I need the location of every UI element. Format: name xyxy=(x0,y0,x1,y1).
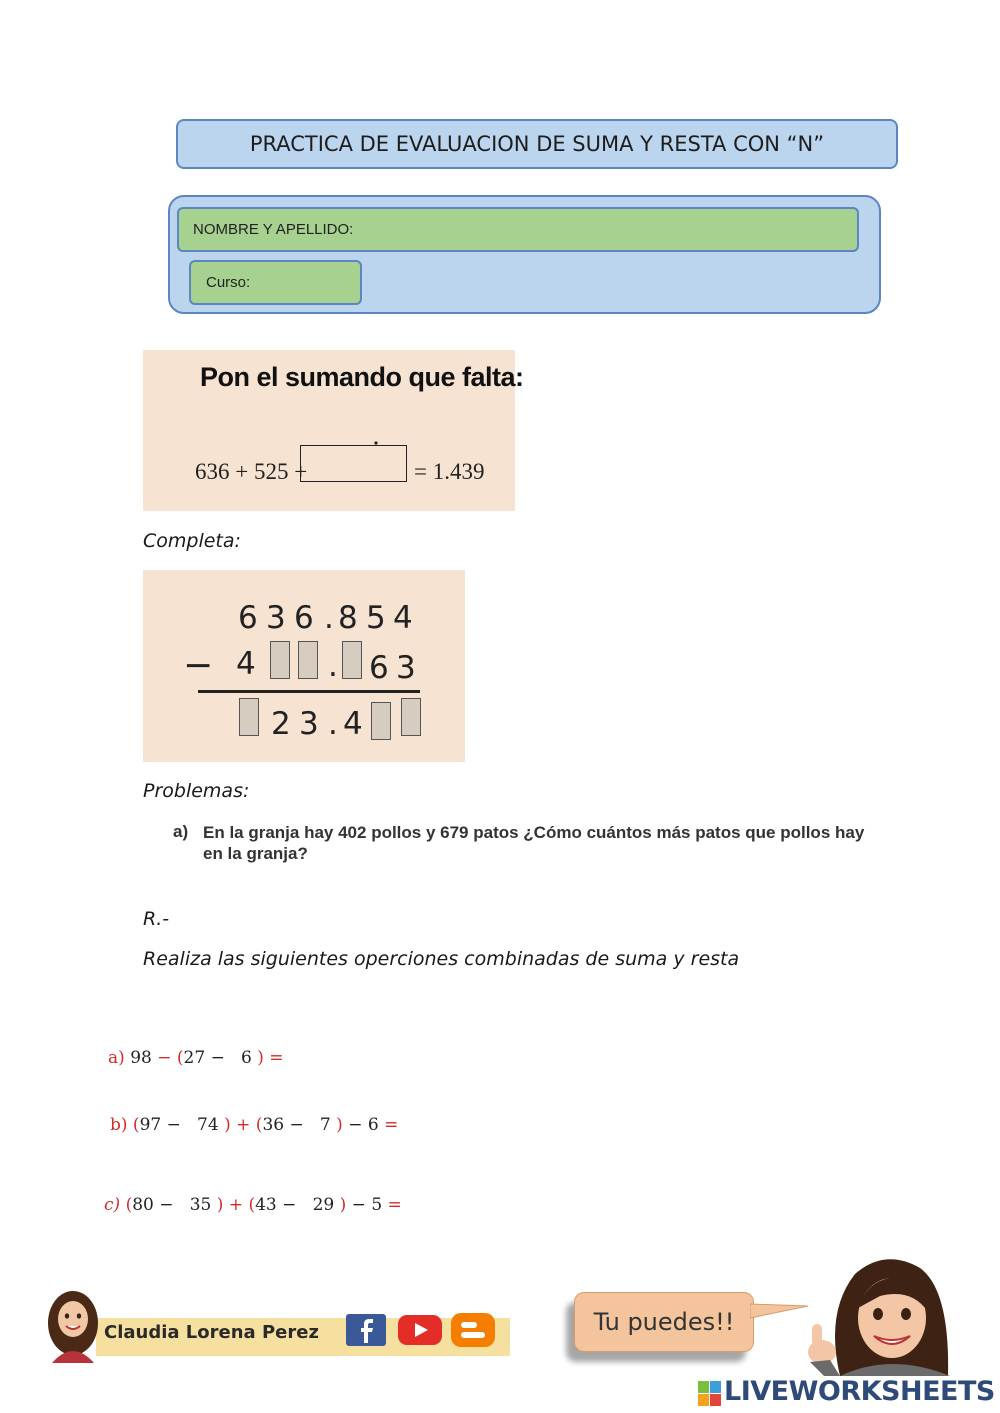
digit-slot[interactable] xyxy=(298,641,318,679)
minus-sign: − xyxy=(183,645,214,686)
complete-label: Completa: xyxy=(143,530,241,552)
digit: 6 xyxy=(238,600,258,636)
course-field[interactable] xyxy=(189,260,362,305)
missing-addend-answer-box[interactable] xyxy=(300,445,407,482)
digit: . xyxy=(324,600,334,636)
digit: . xyxy=(328,648,338,684)
missing-addend-equation-left: 636 + 525 + xyxy=(195,459,308,484)
operation-equals: = xyxy=(382,1195,402,1215)
missing-addend-equation-right: = 1.439 xyxy=(414,459,485,484)
operation-a xyxy=(108,1048,284,1068)
digit: 4 xyxy=(343,706,363,742)
digit: 8 xyxy=(338,600,358,636)
answer-label: R.- xyxy=(143,908,170,930)
course-label: Curso: xyxy=(206,274,251,291)
operation-term: 27 − 6 xyxy=(183,1048,258,1068)
operation-a-letter: a) xyxy=(108,1048,125,1068)
digit-slot[interactable] xyxy=(270,641,290,679)
digit: 6 xyxy=(294,600,314,636)
digit: 4 xyxy=(236,646,256,682)
liveworksheets-brand: LIVEWORKSHEETS xyxy=(724,1376,995,1407)
operation-operator: − xyxy=(346,1195,372,1215)
name-label: NOMBRE Y APELLIDO: xyxy=(193,221,354,238)
problem-a-letter: a) xyxy=(173,822,189,841)
digit-slot[interactable] xyxy=(371,702,391,740)
box-mark xyxy=(372,439,380,447)
operation-term: 98 xyxy=(130,1048,152,1068)
problems-label: Problemas: xyxy=(143,780,250,802)
digit: 3 xyxy=(299,706,319,742)
operation-term: 6 xyxy=(367,1115,379,1135)
operation-paren: ) xyxy=(336,1115,343,1135)
digit: 3 xyxy=(396,650,416,686)
operation-term: 5 xyxy=(371,1195,383,1215)
operation-paren: ( xyxy=(132,1115,140,1135)
author-name: Claudia Lorena Perez xyxy=(104,1322,319,1343)
blogger-icon[interactable] xyxy=(449,1311,497,1349)
operation-b xyxy=(110,1115,398,1135)
avatar-icon xyxy=(40,1287,106,1363)
operation-paren: ( xyxy=(255,1115,263,1135)
operation-term: 36 − 7 xyxy=(262,1115,337,1135)
operation-paren: ) xyxy=(216,1195,224,1215)
operation-operator: − xyxy=(342,1115,368,1135)
operation-term: 43 − 29 xyxy=(255,1195,340,1215)
operation-paren: ) xyxy=(224,1115,231,1135)
operation-b-letter: b) xyxy=(110,1115,128,1135)
operation-paren: ( xyxy=(125,1195,133,1215)
operation-paren: ( xyxy=(248,1195,256,1215)
name-field[interactable] xyxy=(177,207,859,252)
digit: 3 xyxy=(266,600,286,636)
operation-term: 80 − 35 xyxy=(132,1195,217,1215)
operation-paren: ( xyxy=(176,1048,184,1068)
digit-slot[interactable] xyxy=(342,641,362,679)
encouragement-bubble: Tu puedes!! xyxy=(574,1292,754,1352)
operation-operator: + xyxy=(223,1195,249,1215)
digit-slot[interactable] xyxy=(239,698,259,736)
worksheet-title: PRACTICA DE EVALUACION DE SUMA Y RESTA CON “N” xyxy=(176,119,898,169)
operation-equals: = xyxy=(263,1048,284,1068)
operation-operator: − xyxy=(151,1048,177,1068)
operation-equals: = xyxy=(378,1115,399,1135)
operation-c xyxy=(104,1195,402,1215)
digit: 6 xyxy=(369,650,389,686)
operation-operator: + xyxy=(230,1115,256,1135)
combined-operations-instruction: Realiza las siguientes operciones combinadas de suma y resta xyxy=(143,948,740,970)
digit: . xyxy=(328,706,338,742)
operation-term: 97 − 74 xyxy=(139,1115,225,1135)
teacher-avatar-icon xyxy=(800,1252,970,1376)
facebook-icon[interactable] xyxy=(345,1313,387,1347)
problem-a-text: En la granja hay 402 pollos y 679 patos ¿Cómo cuántos más patos que pollos hay en la granja? xyxy=(203,823,865,863)
operation-paren: ) xyxy=(339,1195,347,1215)
missing-addend-title: Pon el sumando que falta: xyxy=(200,362,524,392)
operation-paren: ) xyxy=(257,1048,264,1068)
digit: 4 xyxy=(393,600,413,636)
subtraction-line xyxy=(198,690,420,693)
digit-slot[interactable] xyxy=(401,698,421,736)
digit: 5 xyxy=(366,600,386,636)
operation-c-letter: c) xyxy=(104,1195,121,1215)
youtube-icon[interactable] xyxy=(397,1313,443,1347)
liveworksheets-logo-icon xyxy=(697,1380,723,1408)
digit: 2 xyxy=(271,706,291,742)
